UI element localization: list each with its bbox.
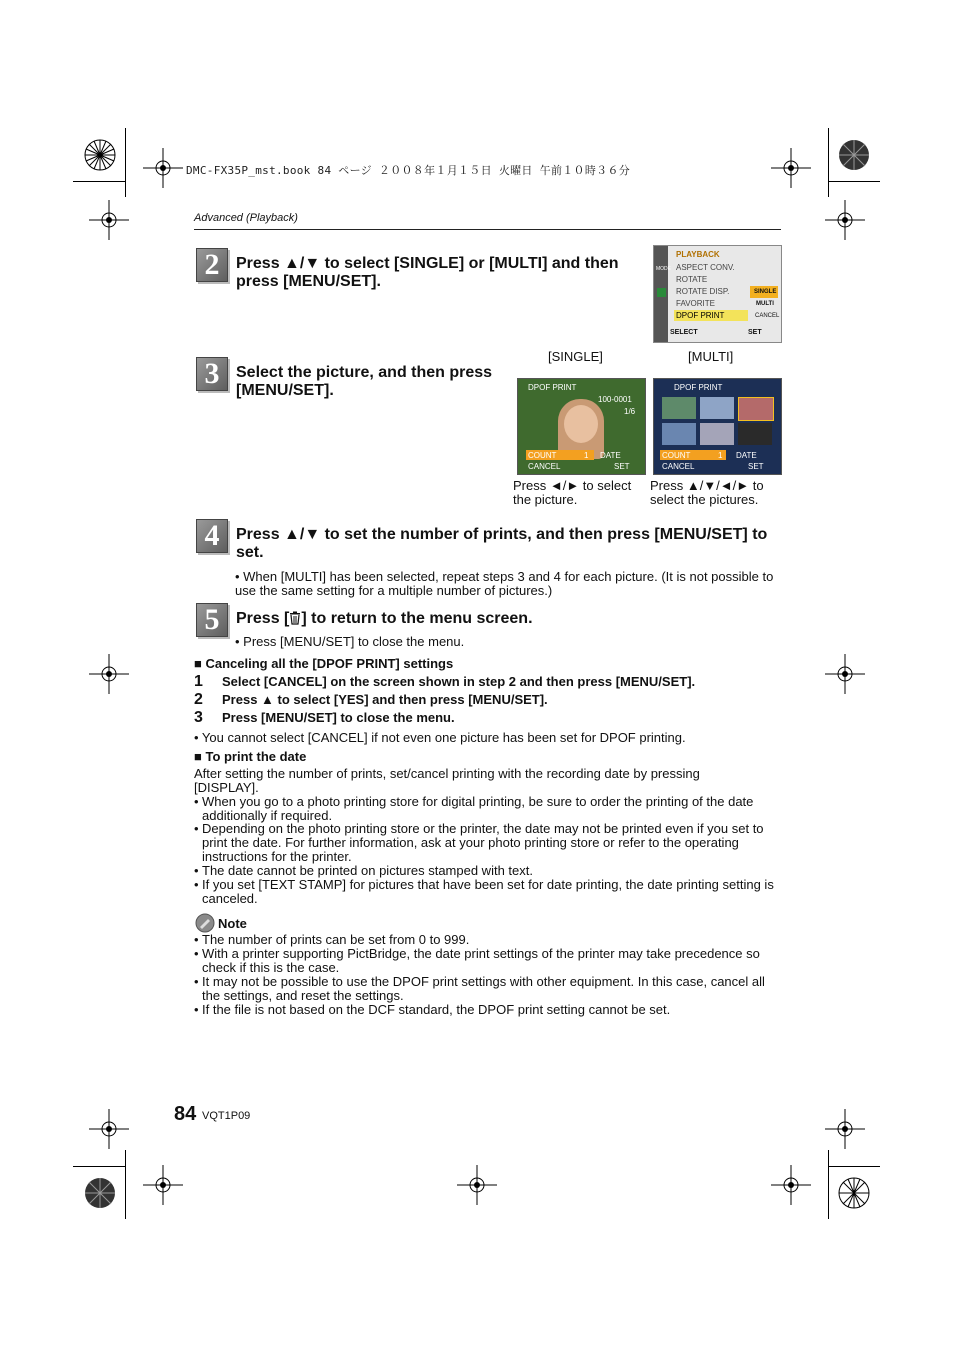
multi-set-label: SET xyxy=(748,462,764,471)
single-cancel-label: CANCEL xyxy=(528,462,561,471)
note-bullet: • It may not be possible to use the DPOF print settings with other equipment. In this case, cancel all the settings, and reset the settings. xyxy=(194,974,765,1003)
note-heading: Note xyxy=(218,916,247,931)
step-number-3: 3 xyxy=(196,357,228,391)
cancel-heading: ■ Canceling all the [DPOF PRINT] settings xyxy=(194,656,454,671)
multi-caption: Press ▲/▼/◄/► to select the pictures. xyxy=(650,478,764,507)
menu-tab-label: MODE xyxy=(656,266,671,272)
trash-icon xyxy=(289,611,301,625)
registration-mark-icon xyxy=(834,1173,874,1213)
date-bullet: • Depending on the photo printing store or the printer, the date may not be printed even if you set to print the date. For further information, ask at your photo printing store or refer to the operating instructions for the printer. xyxy=(194,821,764,864)
note-bullet: • The number of prints can be set from 0 to 999. xyxy=(194,932,470,947)
multi-date-label: DATE xyxy=(736,451,757,460)
crosshair-icon xyxy=(771,1165,811,1205)
menu-option: CANCEL xyxy=(755,313,780,319)
multi-count-label: COUNT xyxy=(662,451,691,460)
crosshair-icon xyxy=(89,654,129,694)
section-label: Advanced (Playback) xyxy=(194,212,298,224)
crosshair-icon xyxy=(143,148,183,188)
crosshair-icon xyxy=(457,1165,497,1205)
menu-item-selected: DPOF PRINT xyxy=(676,311,725,320)
step-number-5: 5 xyxy=(196,603,228,637)
single-set-label: SET xyxy=(614,462,630,471)
crosshair-icon xyxy=(89,200,129,240)
multi-screen-title: DPOF PRINT xyxy=(674,383,723,392)
date-bullet: • The date cannot be printed on pictures stamped with text. xyxy=(194,863,533,878)
cancel-note: • You cannot select [CANCEL] if not even one picture has been set for DPOF printing. xyxy=(194,730,686,745)
header-divider xyxy=(194,229,781,230)
menu-footer-left: SELECT xyxy=(670,329,698,336)
step-4-title: Press ▲/▼ to set the number of prints, and then press [MENU/SET] to set. xyxy=(236,526,768,561)
note-bullet: • If the file is not based on the DCF standard, the DPOF print setting cannot be set. xyxy=(194,1002,671,1017)
menu-item: ROTATE xyxy=(676,275,708,284)
multi-label: [MULTI] xyxy=(688,349,734,364)
menu-option: MULTI xyxy=(756,301,774,307)
step-number-4: 4 xyxy=(196,519,228,553)
registration-mark-icon xyxy=(834,135,874,175)
menu-item: FAVORITE xyxy=(676,299,715,308)
date-intro: After setting the number of prints, set/cancel printing with the recording date by pressing [DISPLAY]. xyxy=(194,766,700,795)
menu-item: ASPECT CONV. xyxy=(676,263,735,272)
crosshair-icon xyxy=(825,1109,865,1149)
single-caption: Press ◄/► to select the picture. xyxy=(513,478,632,507)
step-5-bullet: • Press [MENU/SET] to close the menu. xyxy=(235,634,465,649)
registration-mark-icon xyxy=(80,135,120,175)
crosshair-icon xyxy=(143,1165,183,1205)
registration-mark-icon xyxy=(80,1173,120,1213)
step-number-2: 2 xyxy=(196,248,228,282)
crosshair-icon xyxy=(825,200,865,240)
cancel-item: 3 Press [MENU/SET] to close the menu. xyxy=(194,709,455,726)
step-2-title: Press ▲/▼ to select [SINGLE] or [MULTI] and then press [MENU/SET]. xyxy=(236,255,619,290)
multi-screen xyxy=(653,378,782,475)
single-screen-counter: 1/6 xyxy=(624,407,636,416)
multi-count-value: 1 xyxy=(718,451,723,460)
crosshair-icon xyxy=(89,1109,129,1149)
cancel-item: 1 Select [CANCEL] on the screen shown in step 2 and then press [MENU/SET]. xyxy=(194,673,696,690)
step-5-title xyxy=(236,610,781,628)
date-bullet: • When you go to a photo printing store for digital printing, be sure to order the printing of the date additionally if required. xyxy=(194,794,754,823)
note-bullet: • With a printer supporting PictBridge, the date print settings of the printer may take precedence so check if this is the case. xyxy=(194,946,760,975)
cancel-item: 2 Press ▲ to select [YES] and then press [MENU/SET]. xyxy=(194,691,548,708)
single-count-label: COUNT xyxy=(528,451,557,460)
multi-cancel-label: CANCEL xyxy=(662,462,695,471)
menu-screen xyxy=(653,245,782,343)
print-header: DMC-FX35P_mst.book 84 ページ ２００８年１月１５日 火曜日 午前１０時３６分 xyxy=(186,164,631,177)
menu-option: SINGLE xyxy=(754,289,777,295)
menu-header: PLAYBACK xyxy=(676,250,720,259)
step-4-bullet: • When [MULTI] has been selected, repeat steps 3 and 4 for each picture. (It is not possible to use the same setting for a multiple number of pictures.) xyxy=(235,569,774,598)
step-3-title: Select the picture, and then press [MENU/SET]. xyxy=(236,364,493,399)
single-screen xyxy=(517,378,646,475)
date-bullet: • If you set [TEXT STAMP] for pictures that have been set for date printing, the date printing setting is canceled. xyxy=(194,877,774,906)
date-heading: ■ To print the date xyxy=(194,749,307,764)
single-date-label: DATE xyxy=(600,451,621,460)
page-code: VQT1P09 xyxy=(202,1110,251,1122)
single-screen-title: DPOF PRINT xyxy=(528,383,577,392)
crosshair-icon xyxy=(771,148,811,188)
menu-footer-right: SET xyxy=(748,329,762,336)
page-number: 84 xyxy=(174,1103,197,1125)
note-icon xyxy=(195,913,215,933)
single-count-value: 1 xyxy=(584,451,589,460)
single-screen-file: 100-0001 xyxy=(598,395,632,404)
menu-item: ROTATE DISP. xyxy=(676,287,730,296)
crosshair-icon xyxy=(825,654,865,694)
step-5-title-pre: Press [ xyxy=(236,610,290,627)
single-label: [SINGLE] xyxy=(548,349,603,364)
step-5-title-post: ] to return to the menu screen. xyxy=(301,610,533,627)
